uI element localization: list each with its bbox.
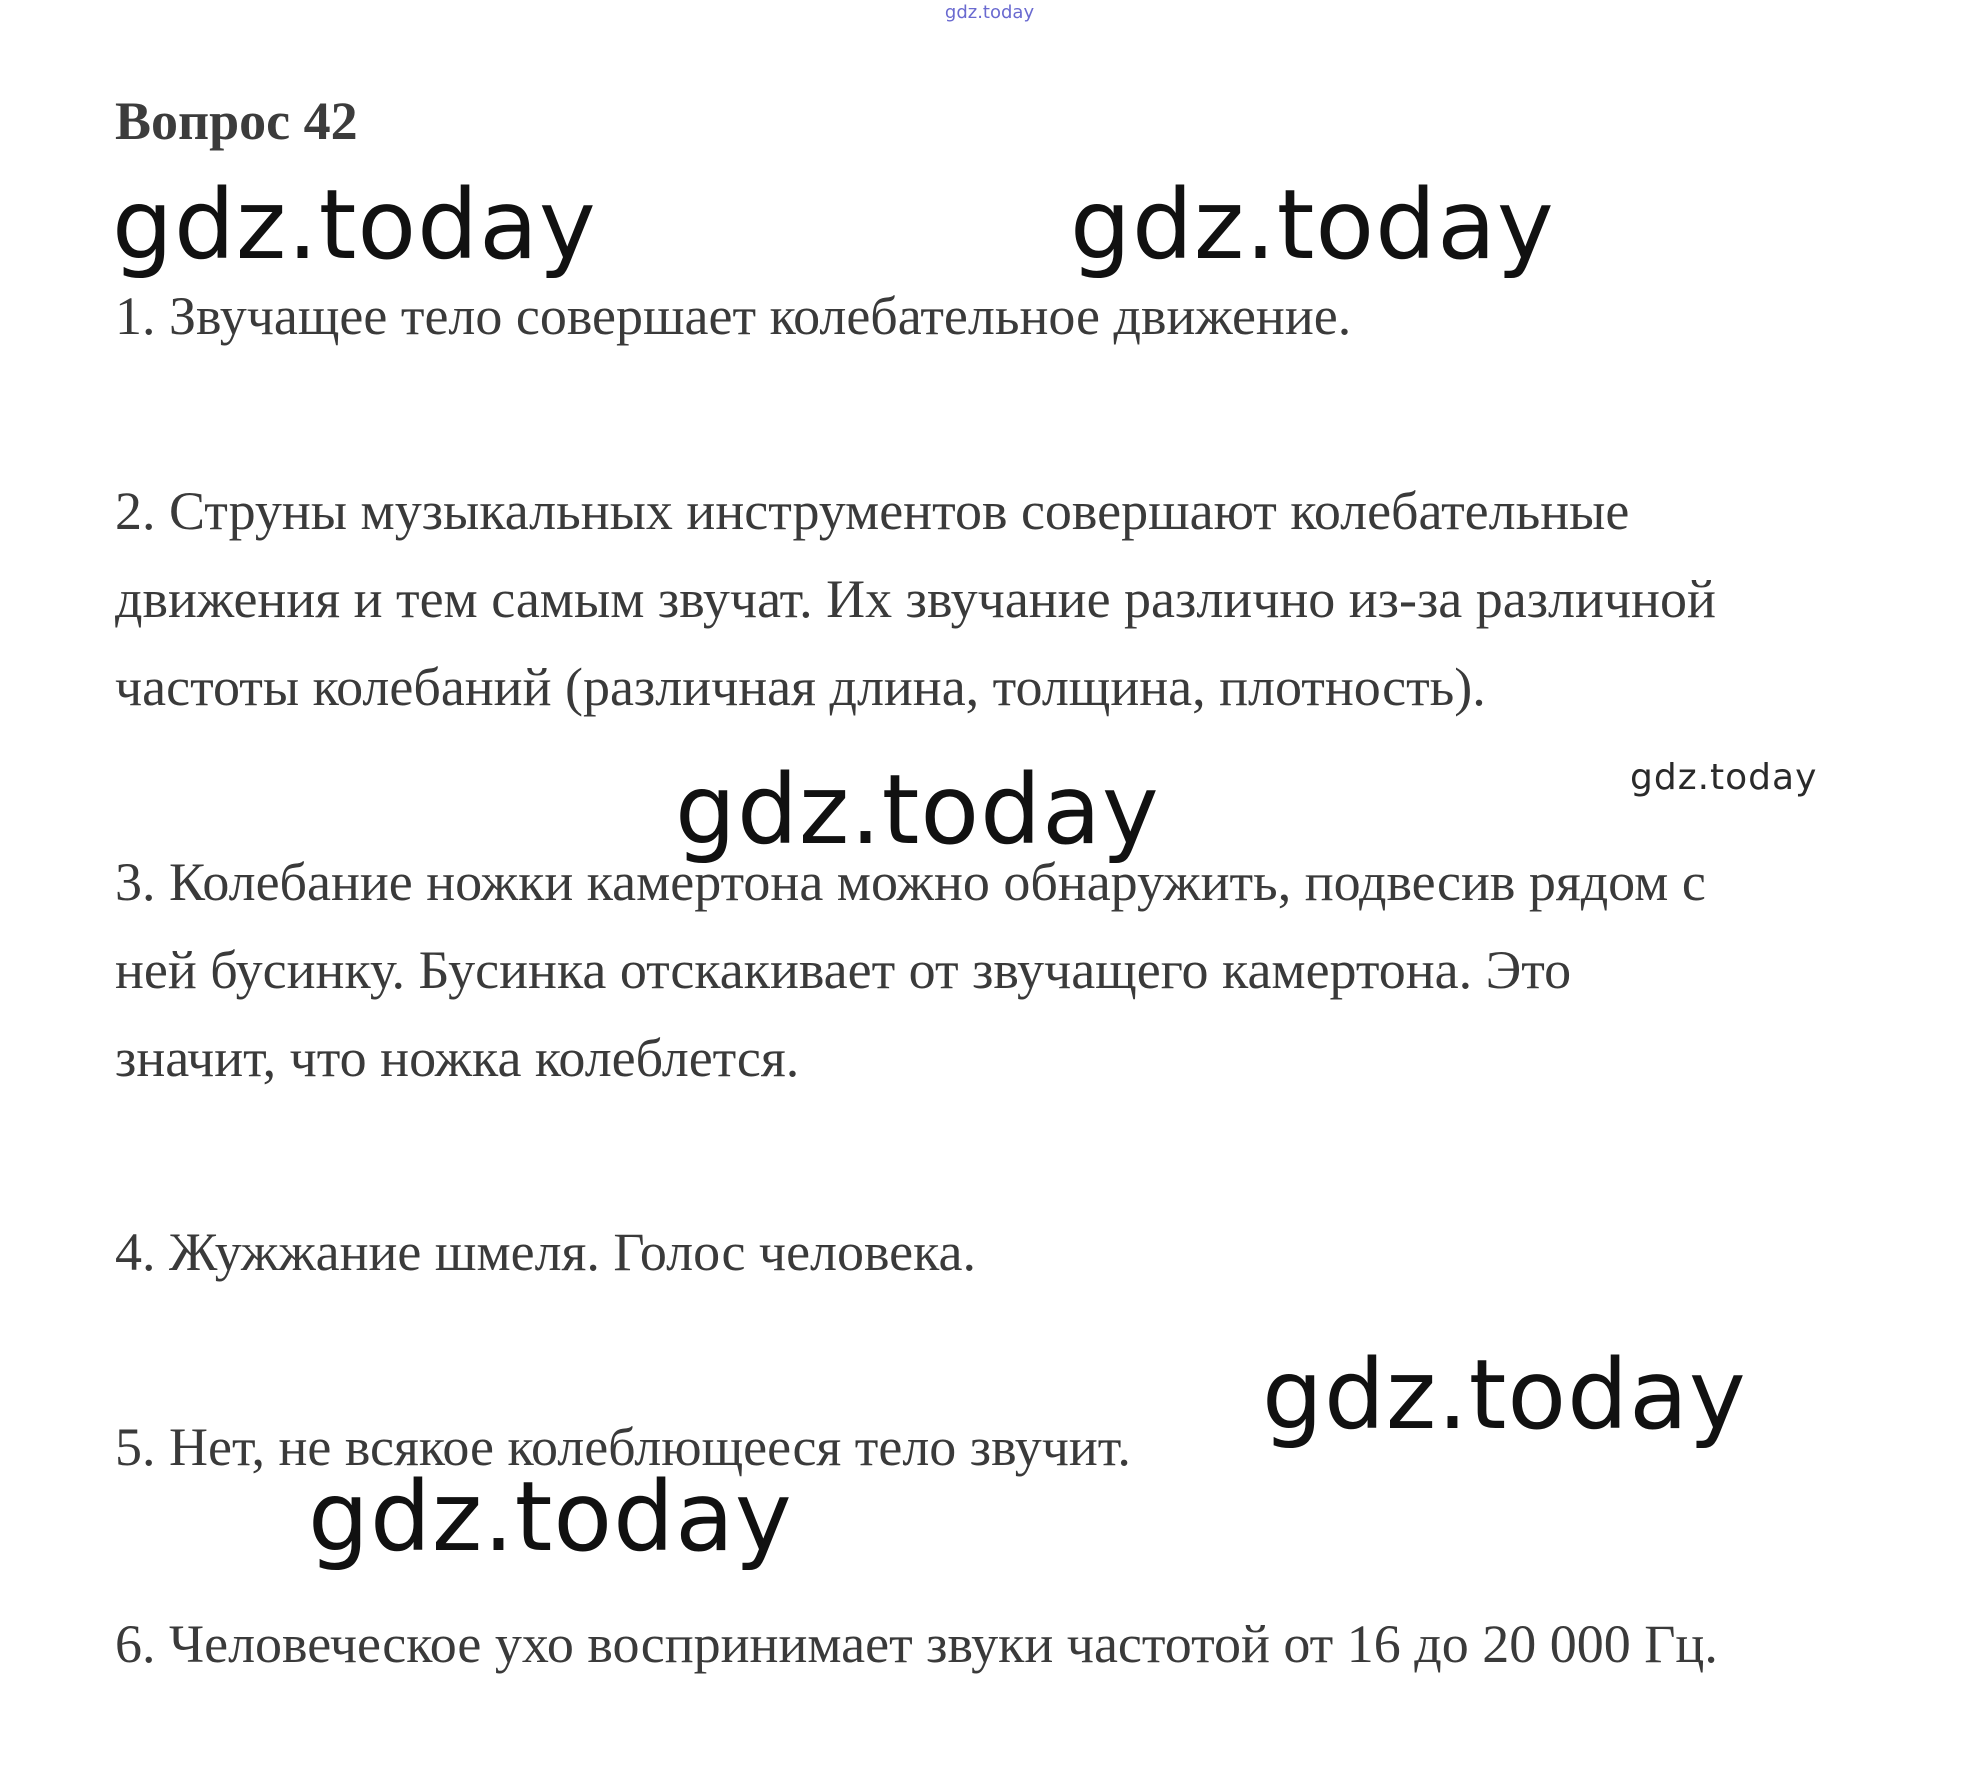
answer-4 [115,1208,976,1296]
answer-6 [115,1600,1718,1688]
answer-1 [115,272,1351,360]
answer-line: 3. Колебание ножки камертона можно обнаружить, подвесив рядом с [115,852,1706,912]
answer-line: частоты колебаний (различная длина, толщина, плотность). [115,657,1486,717]
site-watermark-top: gdz.today [944,2,1035,23]
question-title: Вопрос 42 [115,91,358,151]
watermark: gdz.today [1262,1339,1747,1451]
watermark: gdz.today [308,1461,793,1573]
watermark: gdz.today [1070,169,1555,281]
answer-line: 4. Жужжание шмеля. Голос человека. [115,1222,977,1282]
answer-line: 1. Звучащее тело совершает колебательное движение. [115,286,1352,346]
watermark: gdz.today [675,754,1160,866]
answer-line: 5. Нет, не всякое колеблющееся тело звучит. [115,1417,1131,1477]
answer-5 [115,1403,1131,1491]
watermark: gdz.today [112,169,597,281]
answer-2 [115,467,1716,731]
answer-line: 6. Человеческое ухо воспринимает звуки частотой от 16 до 20 000 Гц. [115,1614,1718,1674]
answer-line: ней бусинку. Бусинка отскакивает от звучащего камертона. Это [115,940,1572,1000]
answer-line: значит, что ножка колеблется. [115,1028,800,1088]
answer-line: движения и тем самым звучат. Их звучание различно из-за различной [115,569,1716,629]
answer-3 [115,838,1706,1102]
answer-line: 2. Струны музыкальных инструментов совершают колебательные [115,481,1630,541]
watermark: gdz.today [1630,757,1818,798]
